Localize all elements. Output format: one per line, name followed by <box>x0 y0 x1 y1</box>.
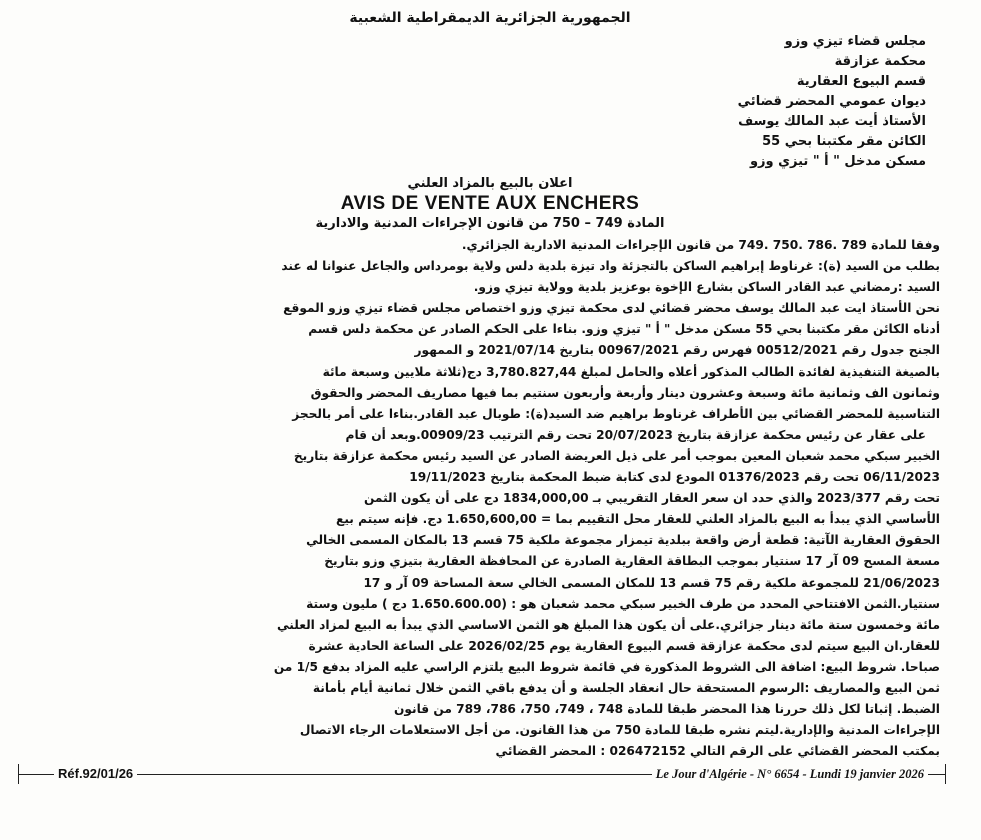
body-line: الجنح جدول رقم 00512/2021 فهرس رقم 00967/2021 بتاريخ 2021/07/14 و الممهور <box>414 343 940 358</box>
republic-heading: الجمهورية الجزائرية الديمقراطية الشعبية <box>349 10 631 26</box>
issuer-header <box>40 32 926 172</box>
newspaper-issue: Le Jour d'Algérie - N° 6654 - Lundi 19 janvier 2026 <box>652 766 928 783</box>
body-line: على عقار عن رئيس محكمة عزازقة بتاريخ 20/07/2023 تحت رقم الترتيب 00909/23.وبعد أن قام <box>345 427 926 442</box>
body-line: سنتيار.الثمن الافتتاحي المحدد من طرف الخبير سبكي محمد شعبان هو : (1.650.600.00 دج ) مليون وستة <box>306 596 940 611</box>
header-line: ديوان عمومي المحضر قضائي <box>737 94 926 109</box>
body-line: وثمانون الف وثمانية مائة وسبعة وعشرون دينار وأربعة وأربعون سنتيم بما فيها مصاريف المحضر والحقوق <box>310 385 940 400</box>
arabic-title: اعلان بالبيع بالمزاد العلني <box>407 176 573 191</box>
body-line: وفقا للمادة 789 .786 .750 .749 من قانون الإجراءات المدنية الادارية الجزائري. <box>461 238 940 252</box>
body-line: 06/11/2023 تحت رقم 01376/2023 المودع لدى كتابة ضبط المحكمة بتاريخ 19/11/2023 <box>409 470 940 485</box>
body-line: أدناه الكائن مقر مكتبنا بحي 55 مسكن مدخل " أ " تيزي وزو. بناءا على الحكم الصادر عن محكمة دلس قسم <box>308 322 940 337</box>
auction-notice <box>40 8 940 762</box>
reference-number: Réf.92/01/26 <box>54 765 137 783</box>
notice-body <box>40 235 940 762</box>
header-line: قسم البيوع العقارية <box>796 74 926 89</box>
footer-right-tick <box>945 764 946 784</box>
header-line: محكمة عزازقة <box>834 54 926 69</box>
header-line: مسكن مدخل " أ " تيزي وزو <box>749 154 926 169</box>
body-line: مسعة المسح 09 آر 17 سنتيار بموجب البطاقة العقارية الصادرة عن المحافظة العقارية بتيزي وزو بتاريخ <box>324 554 940 569</box>
body-line: تحت رقم 2023/377 والذي حدد ان سعر العقار التقريبي بـ 1834,000,00 دج على أن يكون الثمن <box>363 491 940 506</box>
body-line: الضبط. إثباتا لكل ذلك حررنا هذا المحضر طبقا للمادة 748 ، 749، 750، 786، 789 من قانون <box>393 702 940 717</box>
body-line: التناسبية للمحضر القضائي بين الأطراف غرناوط براهيم ضد السيد(ة): طوبال عبد القادر.بناءا على أمر بالحجز <box>292 406 940 421</box>
body-line: للعقار.ان البيع سيتم لدى محكمة عزازقة قسم البيوع العقارية يوم 2026/02/25 على الساعة الحادية عشرة <box>308 638 940 653</box>
body-line: ثمن البيع والمصاريف :الرسوم المستحقة حال انعقاد الجلسة و أن يدفع باقي الثمن خلال ثمانية أيام بأمانة <box>312 680 940 695</box>
body-line: السيد :رمضاني عبد القادر الساكن بشارع الإخوة بوعزيز بلدية وولاية تيزي وزو. <box>473 280 940 295</box>
body-line: نحن الأستاذ ايت عبد المالك يوسف محضر قضائي لدى محكمة تيزي وزو اختصاص مجلس قضاء تيزي وزو الموقع <box>283 301 940 316</box>
body-line: صباحا. شروط البيع: اضافة الى الشروط المذكورة في قائمة شروط البيع يلتزم الراسي عليه المزاد بدفع 1/5 من <box>273 659 940 674</box>
body-line: بطلب من السيد (ة): غرناوط إبراهيم الساكن بالتجزئة واد تيزة بلدية دلس ولاية بومرداس والجاعل عنوانا له عند <box>281 259 940 274</box>
arabic-subtitle: المادة 749 – 750 من قانون الإجراءات المدنية والادارية <box>315 216 665 231</box>
body-line: الأساسي الذي يبدأ به البيع بالمزاد العلني للعقار محل التقييم بما = 1.650,600,00 دج. فإنه سيتم بيع <box>336 512 940 527</box>
page-footer <box>18 764 946 784</box>
header-line: الكائن مقر مكتبنا بحي 55 <box>762 134 926 149</box>
body-line: الحقوق العقارية الآتية: قطعة أرض واقعة ببلدية تيمزار مجموعة ملكية 75 قسم 13 بالمكان المسمى الخالي <box>306 533 940 548</box>
header-line: مجلس قضاء تيزي وزو <box>784 34 926 49</box>
body-line: الخبير سبكي محمد شعبان المعين بموجب أمر على ذيل العريضة الصادر عن السيد رئيس محكمة عزازقة بتاريخ <box>293 448 940 463</box>
body-line: مائة وخمسون ستة مائة دينار جزائري.على أن يكون هذا المبلغ هو الثمن الاساسي الذي يبدأ به البيع لمزاد العلني <box>276 617 940 632</box>
body-line: بمكتب المحضر القضائي على الرقم التالي 026472152 : المحضر القضائي <box>495 744 940 759</box>
body-line: الإجراءات المدنية والإدارية.ليتم نشره طبقا للمادة 750 من هذا القانون. من أجل الاستعلامات الرجاء الاتصال <box>299 723 940 738</box>
french-title: AVIS DE VENTE AUX ENCHERS <box>340 193 640 214</box>
body-line: 21/06/2023 للمجموعة ملكية رقم 75 قسم 13 للمكان المسمى الخالي سعة المساحة 09 آر و 17 <box>363 575 940 590</box>
body-line: بالصيغة التنفيذية لفائدة الطالب المذكور أعلاه والحامل لمبلغ 3,780.827,44 دج(ثلاثة ملايين وسبعة مائة <box>322 364 940 379</box>
header-line: الأستاذ أيت عبد المالك يوسف <box>738 114 926 129</box>
